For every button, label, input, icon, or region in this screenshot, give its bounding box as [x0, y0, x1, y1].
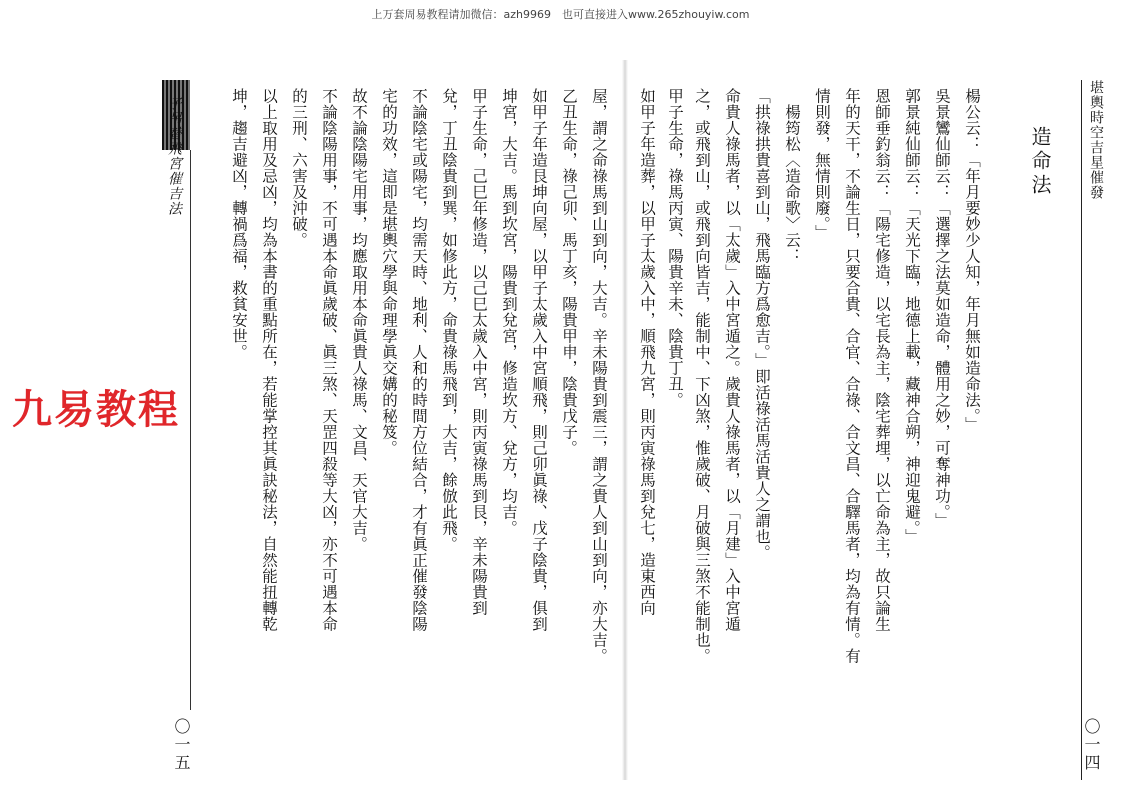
text-column: 不論陰宅或陽宅，均需天時、地利、人和的時間方位結合，才有眞正催發陰陽	[410, 88, 428, 632]
text-column: 甲子生命，己巳年修造，以己巳太歲入中宮，則丙寅祿馬到艮，辛未陽貴到	[470, 88, 488, 616]
running-head-right: 堪輿時空吉星催發	[1081, 80, 1106, 780]
text-column: 乙丑生命，祿己卯、馬丁亥，陽貴甲申，陰貴戊子。	[560, 88, 578, 456]
text-column: 的三刑、六害及沖破。	[290, 88, 308, 248]
text-column: 郭景純仙師云：「天光下臨，地德上載，藏神合朔，神迎鬼避。」	[903, 88, 921, 545]
text-column: 宅的功效，這即是堪輿穴學與命理學眞交媾的秘笈。	[380, 88, 398, 456]
text-column: 如甲子年造葬，以甲子太歲入中，順飛九宮，則丙寅祿馬到兌七，造東西向	[638, 88, 656, 616]
text-column: 坤宮，大吉。馬到坎宮，陽貴到兌宮，修造坎方、兌方，均吉。	[500, 88, 518, 536]
page-number-left: 〇一五	[172, 718, 191, 772]
text-column: 故不論陰陽宅用事，均應取用本命眞貴人祿馬、文昌、天官大吉。	[350, 88, 368, 552]
text-column: 命貴人祿馬者，以「太歲」入中宮遁之。歲貴人祿馬者，以「月建」入中宮遁	[723, 88, 741, 632]
text-column: 屋，謂之命祿馬到山到向，大吉。辛未陽貴到震三，謂之貴人到山到向，亦大吉。	[590, 88, 608, 664]
text-column: 恩師垂釣翁云：「陽宅修造，以宅長為主，陰宅葬埋，以亡命為主，故只論生	[873, 88, 891, 632]
text-column: 不論陰陽用事，不可遇本命眞歲破、眞三煞、天罡四殺等大凶，亦不可遇本命	[320, 88, 338, 632]
text-column: 之，或飛到山，或飛到向皆吉，能制中、下凶煞，惟歲破、月破與三煞不能制也。	[693, 88, 711, 664]
text-column: 「拱祿拱貴喜到山，飛馬臨方爲愈吉。」即活祿活馬活貴人之謂也。	[753, 88, 771, 561]
running-head-left: 子吊替飛宮催吉法	[166, 96, 182, 216]
jiuyi-logo: 九易教程	[12, 387, 180, 433]
watermark-banner: 上万套周易教程请加微信：azh9969 也可直接进入www.265zhouyiw.com	[371, 8, 750, 21]
text-column: 吳景鸞仙師云：「選擇之法莫如造命，體用之妙，可奪神功。」	[933, 88, 951, 529]
left-page	[160, 60, 626, 780]
right-page	[626, 60, 1121, 780]
margin-rule	[190, 150, 191, 710]
text-column: 如甲子年造艮坤向屋，以甲子太歲入中宮順飛，則己卯眞祿、戊子陰貴，俱到	[530, 88, 548, 632]
text-column: 楊筠松〈造命歌〉云：	[783, 88, 801, 264]
page-number-right: 〇一四	[1082, 718, 1101, 772]
section-title: 造命法	[1028, 126, 1052, 198]
text-column: 情則發，無情則廢。」	[813, 88, 831, 241]
text-column: 年的天干，不論生日，只要合貴、合官、合祿、合文昌、合驛馬者，均為有情。有	[843, 88, 861, 664]
text-column: 坤，趨吉避凶，轉禍爲福，救貧安世。	[230, 88, 248, 360]
text-column: 甲子生命，祿馬丙寅、陽貴辛未、陰貴丁丑。	[666, 88, 684, 408]
text-column: 以上取用及忌凶，均為本書的重點所在，若能掌控其眞訣秘法，自然能扭轉乾	[260, 88, 278, 632]
text-column: 楊公云：「年月要妙少人知，年月無如造命法。」	[963, 88, 981, 433]
text-column: 兌，丁丑陰貴到巽，如修此方，命貴祿馬飛到，大吉，餘倣此飛。	[440, 88, 458, 552]
